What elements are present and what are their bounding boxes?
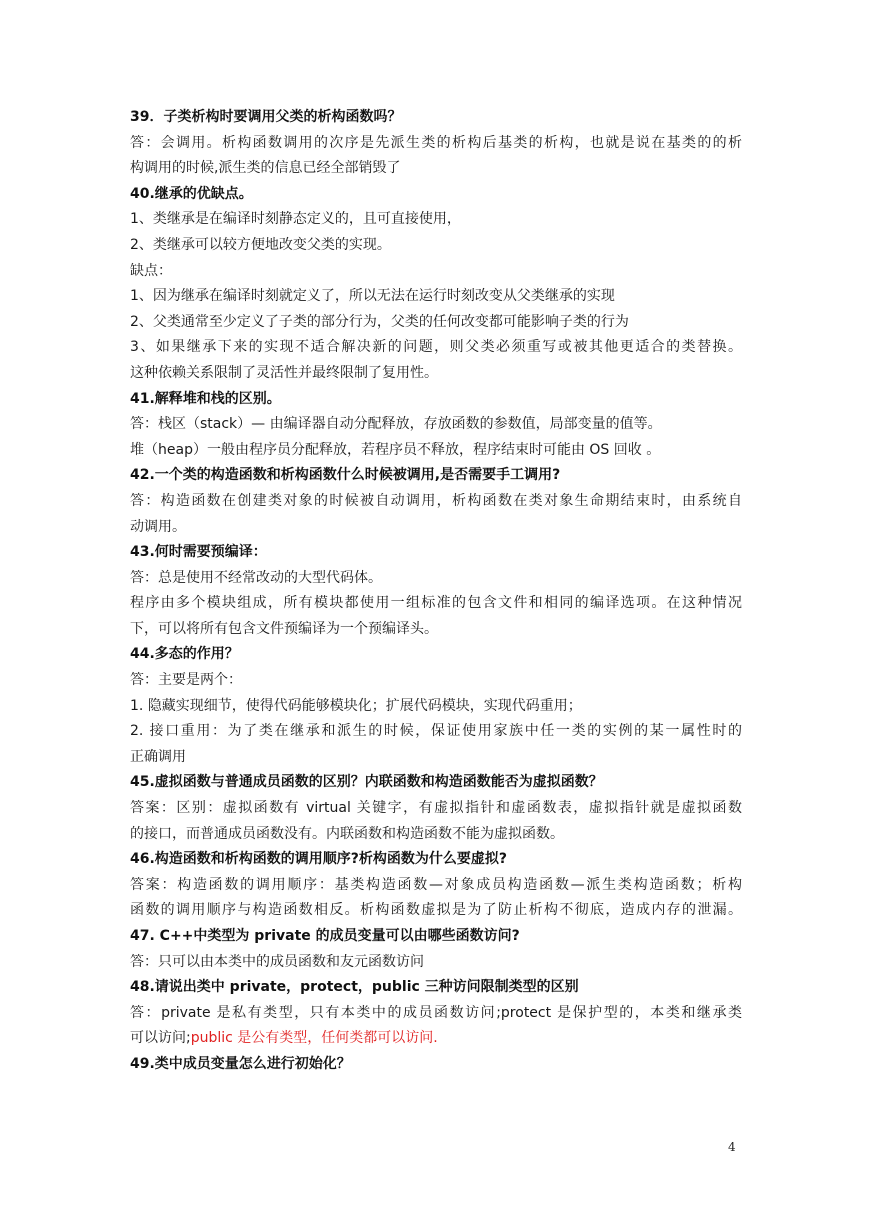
highlighted-text: public 是公有类型，任何类都可以访问. [190,1030,438,1047]
section-heading: 48.请说出类中 private，protect，public 三种访问限制类型的区别 [130,979,579,996]
document-body [130,105,742,1078]
paragraph-line: 答：private 是私有类型，只有本类中的成员函数访问;protect 是保护型的，本类和继承类 [130,1004,742,1021]
section-heading: 42.一个类的构造函数和析构函数什么时候被调用,是否需要手工调用? [130,467,561,484]
paragraph-line: 1、类继承是在编译时刻静态定义的，且可直接使用， [130,211,461,228]
paragraph-line: 缺点： [130,262,172,279]
section-heading: 40.继承的优缺点。 [130,185,253,202]
paragraph-line: 2、类继承可以较方便地改变父类的实现。 [130,236,391,253]
section-heading: 44.多态的作用？ [130,646,239,663]
paragraph-line: 1. 隐藏实现细节，使得代码能够模块化；扩展代码模块，实现代码重用； [130,697,582,714]
paragraph-line: 答：主要是两个： [130,672,242,689]
line-text: 可以访问; [130,1030,191,1047]
paragraph-line: 答：构造函数在创建类对象的时候被自动调用，析构函数在类对象生命期结束时，由系统自 [130,492,742,509]
paragraph-line: 答：只可以由本类中的成员函数和友元函数访问 [130,953,424,970]
section-heading: 41.解释堆和栈的区别。 [130,390,281,407]
paragraph-line: 下，可以将所有包含文件预编译为一个预编译头。 [130,620,438,637]
paragraph-line: 答：总是使用不经常改动的大型代码体。 [130,569,382,586]
section-heading: 39．子类析构时要调用父类的析构函数吗？ [130,109,402,125]
paragraph-line: 这种依赖关系限制了灵活性并最终限制了复用性。 [130,364,438,381]
paragraph-line: 1、因为继承在编译时刻就定义了，所以无法在运行时刻改变从父类继承的实现 [130,288,615,305]
section-heading: 49.类中成员变量怎么进行初始化？ [130,1055,351,1072]
paragraph-line: 3、如果继承下来的实现不适合解决新的问题，则父类必须重写或被其他更适合的类替换。 [130,339,742,356]
paragraph-line: 答案：区别：虚拟函数有 virtual 关键字，有虚拟指针和虚函数表，虚拟指针就是虚拟函数 [130,800,742,817]
paragraph-line: 函数的调用顺序与构造函数相反。析构函数虚拟是为了防止析构不彻底，造成内存的泄漏。 [130,902,742,919]
section-heading: 46.构造函数和析构函数的调用顺序?析构函数为什么要虚拟? [130,851,508,868]
paragraph-line: 答：栈区（stack）— 由编译器自动分配释放，存放函数的参数值，局部变量的值等。 [130,416,662,433]
page-number: 4 [728,1140,736,1154]
paragraph-line: 正确调用 [130,748,186,765]
paragraph-line: 2. 接口重用：为了类在继承和派生的时候，保证使用家族中任一类的实例的某一属性时的 [130,723,742,740]
paragraph-line: 构调用的时候,派生类的信息已经全部销毁了 [130,160,401,177]
paragraph-line: 动调用。 [130,518,186,535]
paragraph-line: 2、父类通常至少定义了子类的部分行为，父类的任何改变都可能影响子类的行为 [130,313,629,330]
paragraph-line: 答案：构造函数的调用顺序：基类构造函数—对象成员构造函数—派生类构造函数；析构 [130,876,742,893]
paragraph-line: 的接口，而普通成员函数没有。内联函数和构造函数不能为虚拟函数。 [130,825,564,842]
paragraph-line: 答：会调用。析构函数调用的次序是先派生类的析构后基类的析构，也就是说在基类的的析 [130,134,742,151]
paragraph-line [130,1026,742,1052]
paragraph-line: 程序由多个模块组成，所有模块都使用一组标准的包含文件和相同的编译选项。在这种情况 [130,595,742,612]
section-heading: 47. C++中类型为 private 的成员变量可以由哪些函数访问? [130,928,520,944]
section-heading: 43.何时需要预编译： [130,544,267,561]
section-heading: 45.虚拟函数与普通成员函数的区别？内联函数和构造函数能否为虚拟函数？ [130,774,603,791]
paragraph-line: 堆（heap）一般由程序员分配释放，若程序员不释放，程序结束时可能由 OS 回收 。 [130,441,661,458]
